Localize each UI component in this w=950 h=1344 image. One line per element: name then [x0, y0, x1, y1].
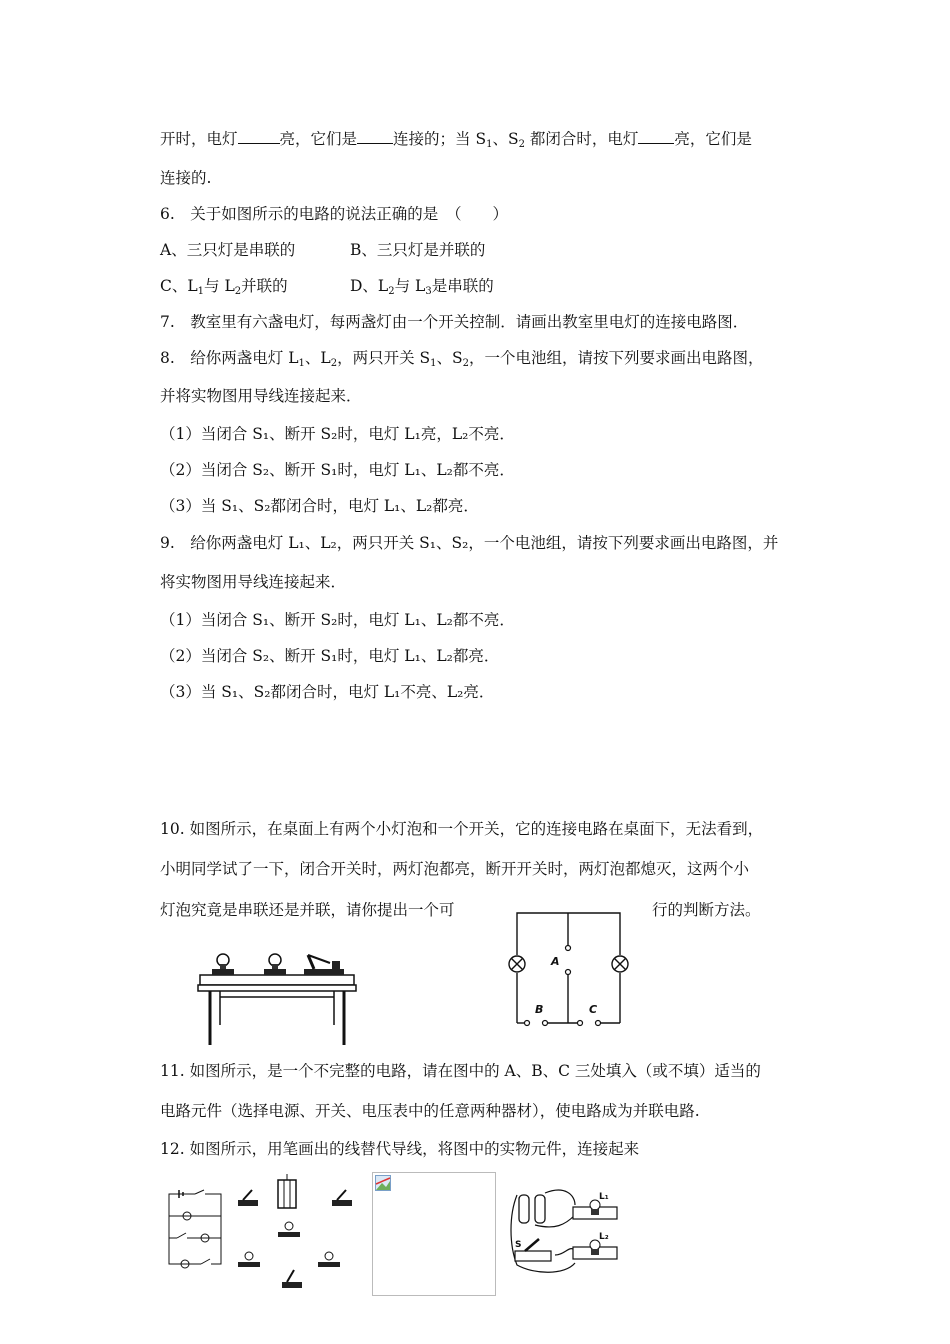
bulb-icon	[212, 954, 234, 975]
subscript: 2	[330, 358, 338, 369]
text: C、L	[160, 277, 198, 295]
text: 、L	[304, 349, 331, 367]
label-b: B	[535, 1003, 544, 1016]
q5-text-a: 开时，电灯	[160, 130, 238, 148]
subscript: 1	[197, 286, 205, 297]
q6-option-c[interactable]	[160, 276, 350, 296]
switch-icon	[304, 955, 344, 975]
subscript: 2	[518, 139, 525, 150]
battery-icon	[278, 1174, 296, 1208]
q8-line-1	[160, 348, 764, 368]
q12-text: 12. 如图所示，用笔画出的线替代导线，将图中的实物元件，连接起来	[160, 1140, 640, 1158]
incomplete-circuit-figure	[505, 905, 630, 1030]
text: 与 L	[394, 277, 426, 295]
subscript: 3	[425, 286, 432, 297]
q5-text-e: 亮，它们是	[674, 130, 752, 148]
q6-option-a[interactable]: A、三只灯是串联的	[160, 241, 296, 259]
bulb-l1	[573, 1200, 617, 1219]
label-a: A	[551, 955, 560, 968]
subscript: 1	[486, 139, 493, 150]
q8-line-2: 并将实物图用导线连接起来．	[160, 387, 362, 405]
q5-text-b: 亮，它们是	[279, 130, 358, 148]
q10-line-3a: 灯泡究竟是串联还是并联，请你提出一个可	[160, 901, 455, 919]
text: ，一个电池组，请按下列要求画出电路图，	[468, 349, 764, 367]
q6-stem: 6. 关于如图所示的电路的说法正确的是 （ ）	[160, 205, 509, 223]
q11-line-2: 电路元件（选择电源、开关、电压表中的任意两种器材），使电路成为并联电路.	[160, 1102, 700, 1120]
q8-condition-2: （2）当闭合 S₂、断开 S₁时，电灯 L₁、L₂都不亮．	[160, 461, 515, 479]
broken-image-icon	[375, 1175, 391, 1191]
subscript: 2	[462, 358, 469, 369]
text: 与 L	[204, 277, 235, 295]
q5-line-2: 连接的.	[160, 169, 212, 187]
q9-condition-1: （1）当闭合 S₁、断开 S₂时，电灯 L₁、L₂都不亮．	[160, 611, 515, 629]
q8-condition-1: （1）当闭合 S₁、断开 S₂时，电灯 L₁亮，L₂不亮．	[160, 425, 515, 443]
q10-line-1: 10. 如图所示，在桌面上有两个小灯泡和一个开关，它的连接电路在桌面下，无法看到，	[160, 820, 764, 838]
q9-condition-2: （2）当闭合 S₂、断开 S₁时，电灯 L₁、L₂都亮．	[160, 647, 500, 665]
q7-text: 7. 教室里有六盏电灯，每两盏灯由一个开关控制．请画出教室里电灯的连接电路图．	[160, 313, 749, 331]
q6-options-ab	[160, 240, 485, 260]
q9-line-2: 将实物图用导线连接起来．	[160, 573, 347, 591]
switch-icon	[282, 1270, 302, 1288]
text: 并联的	[241, 277, 288, 295]
broken-image-placeholder	[372, 1172, 496, 1296]
switch-icon	[238, 1190, 258, 1206]
q6-option-b[interactable]: B、三只灯是并联的	[350, 241, 486, 259]
subscript: 2	[234, 286, 242, 297]
switch-icon	[332, 1190, 352, 1206]
q6-options-cd	[160, 276, 494, 296]
table-with-bulbs-figure	[196, 945, 358, 1050]
q5-line-1	[160, 128, 752, 149]
label-c: C	[589, 1003, 598, 1016]
table-top	[200, 975, 354, 985]
q6-option-d[interactable]	[350, 276, 494, 296]
q9-line-1: 9. 给你两盏电灯 L₁、L₂，两只开关 S₁、S₂，一个电池组，请按下列要求画出电路图，并	[160, 534, 779, 552]
answer-blank[interactable]	[238, 128, 280, 144]
text: D、L	[350, 277, 389, 295]
physical-circuit-figure	[505, 1185, 625, 1277]
label-l2: L₂	[599, 1232, 609, 1242]
q5-text-c: 连接的；当 S	[393, 130, 487, 148]
subscript: 1	[298, 358, 305, 369]
label-l1: L₁	[599, 1192, 609, 1202]
bulb-icon	[318, 1252, 340, 1267]
circuit-schematic-figure	[165, 1188, 227, 1270]
q10-line-3b: 行的判断方法。	[652, 901, 761, 919]
answer-blank[interactable]	[357, 128, 393, 144]
battery-icon	[519, 1195, 545, 1223]
text: ，两只开关 S	[337, 349, 431, 367]
bulb-l2	[573, 1240, 617, 1259]
bulb-icon	[264, 954, 286, 975]
q5-text-c2: 、S	[492, 130, 519, 148]
physical-components-figure	[234, 1172, 366, 1292]
subscript: 2	[388, 286, 395, 297]
label-s: S	[515, 1240, 522, 1250]
q8-condition-3: （3）当 S₁、S₂都闭合时，电灯 L₁、L₂都亮．	[160, 497, 479, 515]
bulb-icon	[278, 1222, 300, 1237]
q10-line-2: 小明同学试了一下，闭合开关时，两灯泡都亮，断开开关时，两灯泡都熄灭，这两个小	[160, 860, 750, 878]
q11-line-1: 11. 如图所示，是一个不完整的电路，请在图中的 A、B、C 三处填入（或不填）适当的	[160, 1062, 761, 1080]
text: 8. 给你两盏电灯 L	[160, 349, 299, 367]
text: 、S	[436, 349, 463, 367]
subscript: 1	[430, 358, 437, 369]
bulb-icon	[238, 1252, 260, 1267]
q9-condition-3: （3）当 S₁、S₂都闭合时，电灯 L₁不亮、L₂亮．	[160, 683, 495, 701]
text: 是串联的	[431, 277, 494, 295]
answer-blank[interactable]	[638, 128, 674, 144]
q5-text-d: 都闭合时，电灯	[524, 130, 639, 148]
